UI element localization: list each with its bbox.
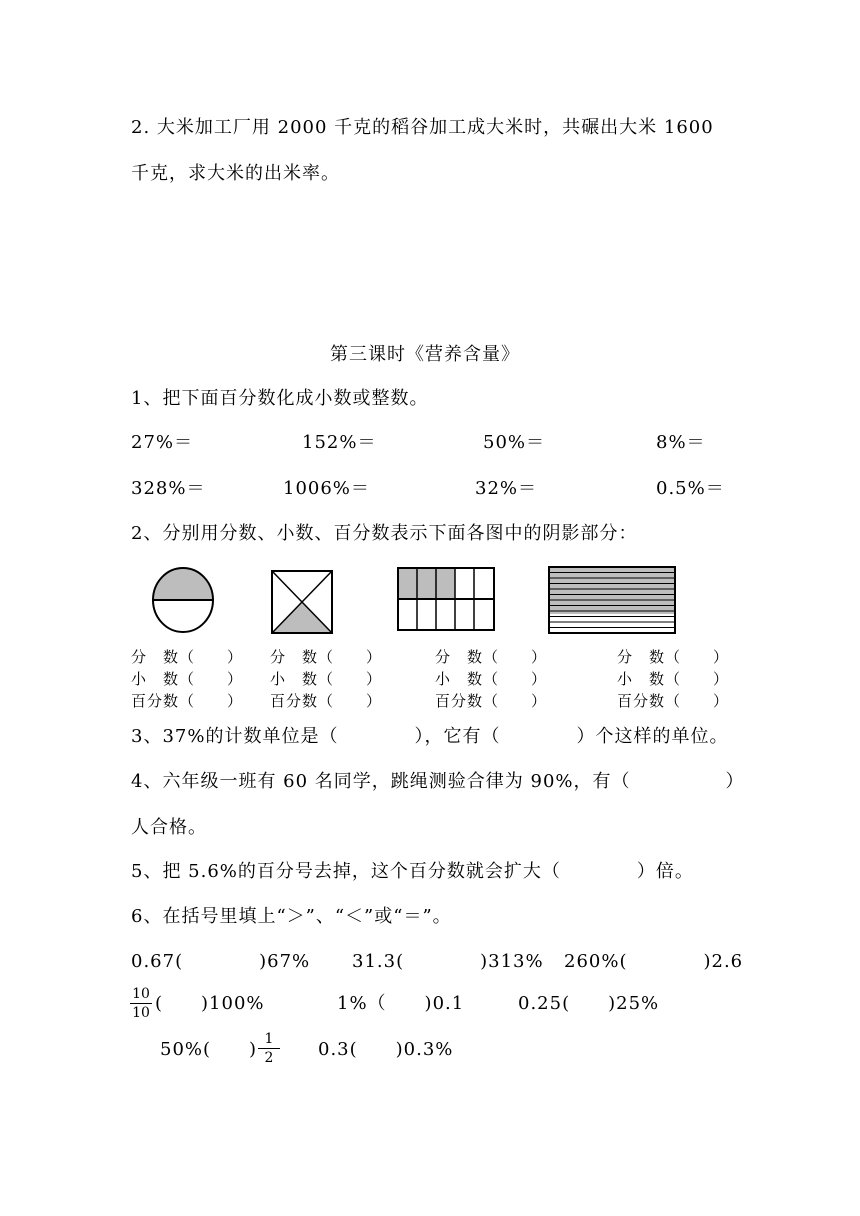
q1-item: 27%＝ [131,432,194,453]
fraction-denominator: 2 [264,1050,274,1066]
q6-compare: 1%（ )0.1 [337,993,465,1014]
fraction-ten-tenths [130,986,152,1021]
q1-item: 1006%＝ [283,478,370,499]
q1-item: 50%＝ [483,432,546,453]
fig2-fraction-label: 分 数（ ） [270,648,383,666]
q6-compare: ( )100% [155,993,265,1014]
q3-text: 3、37%的计数单位是（ ），它有（ ）个这样的单位。 [131,726,729,747]
fraction-denominator: 10 [132,1005,150,1021]
figure-half-circle [150,565,216,635]
fig2-percent-label: 百分数（ ） [270,692,383,710]
fig3-percent-label: 百分数（ ） [435,692,548,710]
q6-compare: 0.25( )25% [518,993,660,1014]
figure-square-diagonals [270,569,334,635]
q6-compare: 260%( )2.6 [564,951,744,972]
fig3-fraction-label: 分 数（ ） [435,648,548,666]
q5-text: 5、把 5.6%的百分号去掉，这个百分数就会扩大（ ）倍。 [131,861,694,882]
fraction-one-half [258,1031,280,1066]
problem2-line2: 千克，求大米的出米率。 [131,163,340,184]
fraction-numerator: 1 [264,1031,274,1047]
q1-item: 152%＝ [302,432,377,453]
fraction-numerator: 10 [132,986,150,1002]
q6-title: 6、在括号里填上“＞”、“＜”或“＝”。 [131,906,452,927]
fig4-percent-label: 百分数（ ） [617,692,730,710]
fig3-decimal-label: 小 数（ ） [435,670,548,688]
q6-compare: 0.3( )0.3% [318,1039,454,1060]
q1-item: 32%＝ [475,478,538,499]
figure-grid-ten [396,566,496,632]
problem2-line1: 2. 大米加工厂用 2000 千克的稻谷加工成大米时，共碾出大米 1600 [131,117,714,138]
fig4-fraction-label: 分 数（ ） [617,648,730,666]
q6-compare: 50%( ) [160,1039,258,1060]
lesson-title: 第三课时《营养含量》 [330,344,520,365]
q2-title: 2、分别用分数、小数、百分数表示下面各图中的阴影部分： [131,523,638,544]
q1-item: 0.5%＝ [656,478,725,499]
fig1-percent-label: 百分数（ ） [131,692,244,710]
q1-item: 328%＝ [131,478,206,499]
q6-compare: 0.67( )67% [131,951,311,972]
fig1-decimal-label: 小 数（ ） [131,670,244,688]
q4-line1: 4、六年级一班有 60 名同学，跳绳测验合律为 90%，有（ ） [131,771,745,792]
fig4-decimal-label: 小 数（ ） [617,670,730,688]
fig2-decimal-label: 小 数（ ） [270,670,383,688]
fig1-fraction-label: 分 数（ ） [131,648,244,666]
q1-item: 8%＝ [656,432,706,453]
q6-compare: 31.3( )313% [352,951,544,972]
q4-line2: 人合格。 [131,817,207,838]
figure-striped-rect [547,565,677,635]
q1-title: 1、把下面百分数化成小数或整数。 [131,388,429,409]
